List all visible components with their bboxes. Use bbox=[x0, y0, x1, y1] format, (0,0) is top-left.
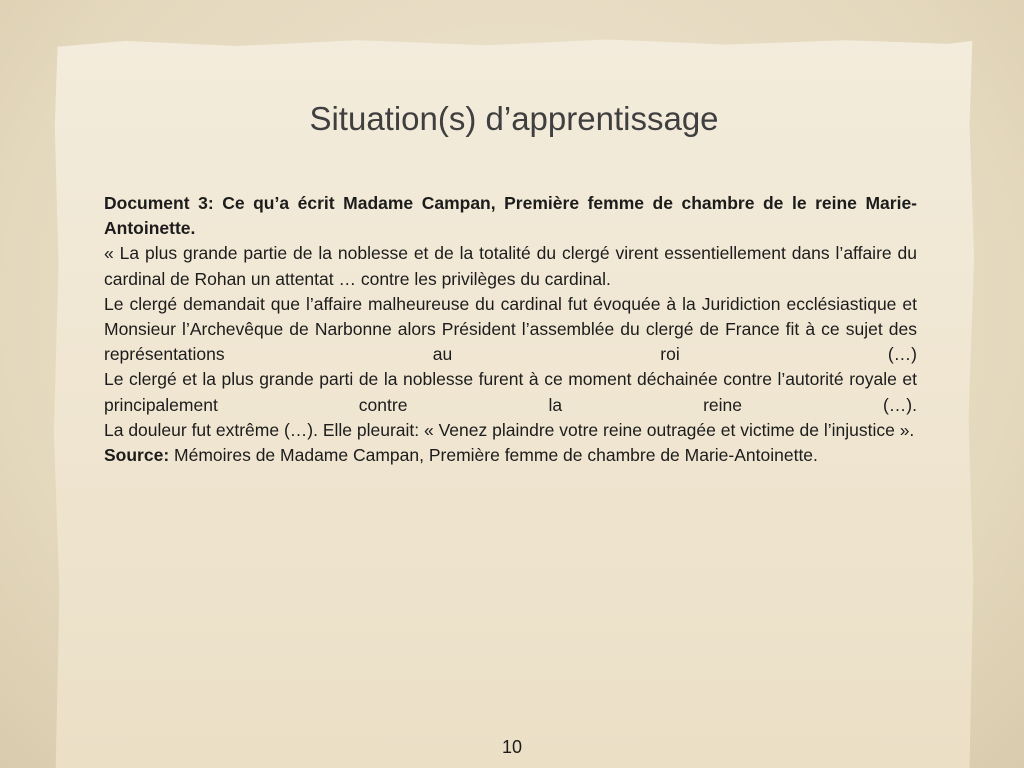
document-paragraph: Le clergé et la plus grande parti de la noblesse furent à ce moment déchainée contre l’autorité royale et principalement contre la reine (…). bbox=[104, 369, 917, 415]
document-source bbox=[104, 443, 917, 468]
document-body bbox=[104, 191, 917, 468]
source-text: Mémoires de Madame Campan, Première femme de chambre de Marie-Antoinette. bbox=[169, 445, 818, 466]
source-label: Source: bbox=[104, 445, 170, 466]
document-paragraph: La douleur fut extrême (…). Elle pleurait: « Venez plaindre votre reine outragée et victime de l’injustice ». bbox=[104, 419, 915, 440]
document-paragraph: Le clergé demandait que l’affaire malheureuse du cardinal fut évoquée à la Juridiction ecclésiastique et Monsieur l’Archevêque de Narbonne alors Président l’assemblée du clergé de France fit à ce sujet des représentations au roi (…) bbox=[104, 293, 917, 365]
page-number: 10 bbox=[501, 737, 523, 757]
slide-title: Situation(s) d’apprentissage bbox=[309, 100, 719, 137]
document-heading: Document 3: Ce qu’a écrit Madame Campan, Première femme de chambre de le reine Marie-Antoinette. bbox=[104, 193, 917, 239]
document-paragraph: « La plus grande partie de la noblesse et de la totalité du clergé virent essentiellement dans l’affaire du cardinal de Rohan un attentat … contre les privilèges du cardinal. bbox=[104, 243, 917, 289]
